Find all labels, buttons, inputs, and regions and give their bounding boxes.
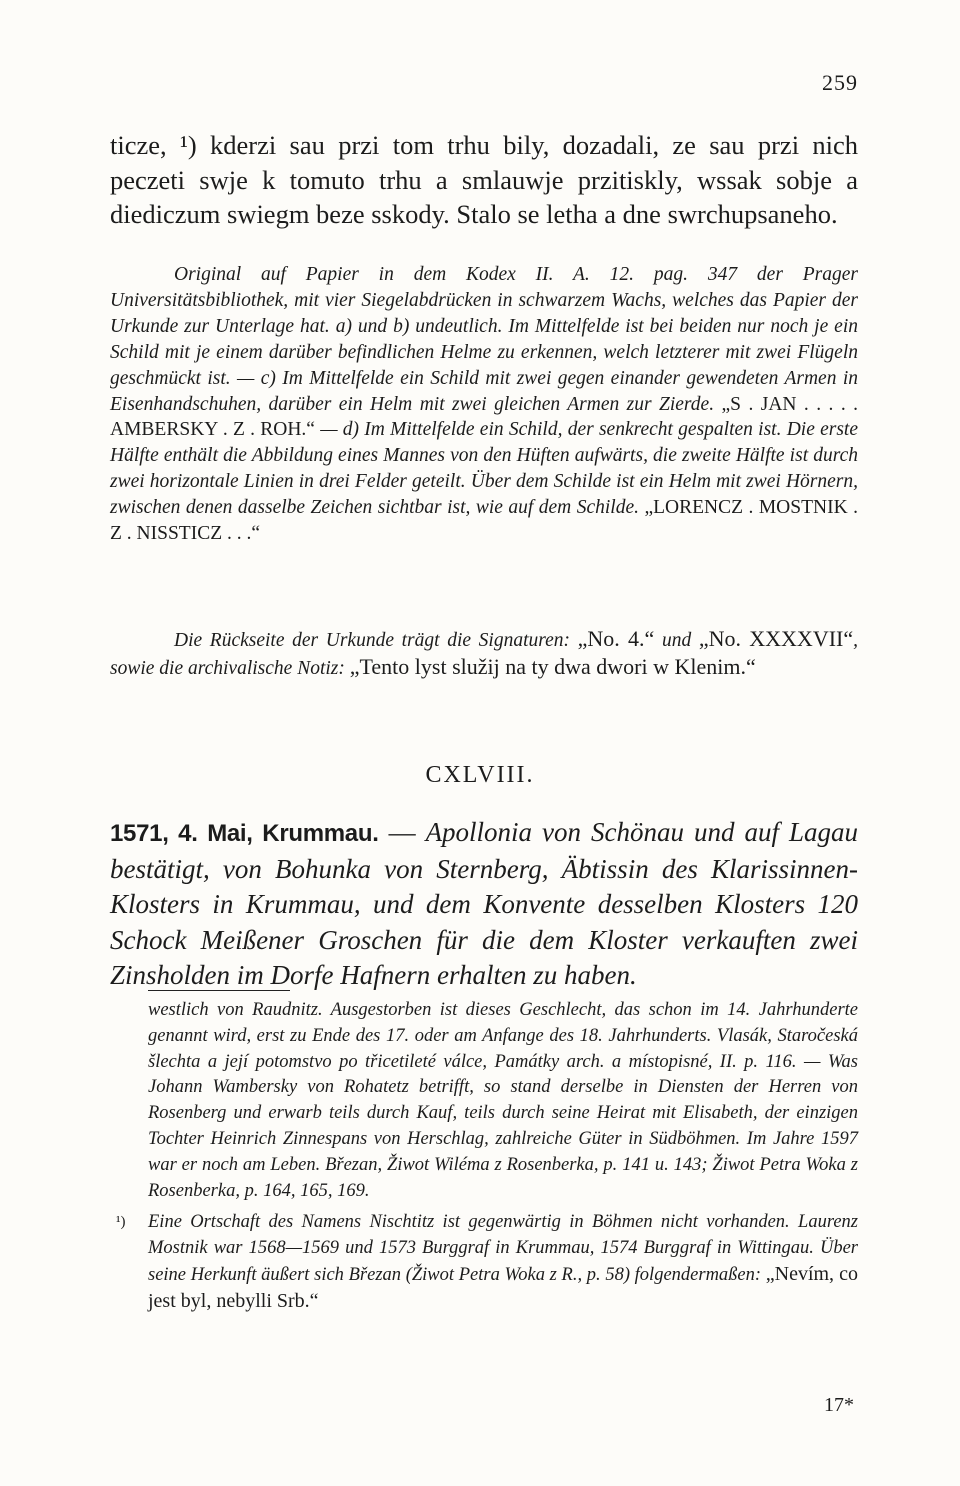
document-date: 1571, 4. Mai, Krummau. [110,820,379,847]
signatures-and: und [654,630,699,651]
footnotes [116,998,858,1316]
footnote-1-mark: ¹) [116,1214,126,1231]
seal-legend-c: „S . JAN . . . . . AMBERSKY . Z . ROH.“ [110,393,858,441]
signatures-paragraph [110,626,858,682]
charter-text [110,128,858,232]
archival-notiz: „Tento lyst služij na ty dwa dwori w Klenim.“ [349,654,756,679]
signature-no4: „No. 4.“ [577,626,655,651]
archival-note [110,262,858,547]
footnote-continued: westlich von Raudnitz. Ausgestorben ist dieses Geschlecht, das schon im 14. Jahrhunderte genannt wird, erst zu Ende des 17. oder am Anfange des 18. Jahrhunderts. Vlasák, Staročeská šlechta a její potomstvo po třicetileté válce, Památky arch. a místopisné, II. p. 116. — Was Johann Wambersky von Rohatetz betrifft, so stand derselbe in Diensten der Herren von Rosenberg und erwarb teils durch Kauf, teils durch seine Heirat mit Elisabeth, der einzigen Tochter Heinrich Zinnespans von Herschlag, zahlreiche Güter in Südböhmen. Im Jahre 1597 war er noch am Leben. Březan, Žiwot Wiléma z Rosenberka, p. 141 u. 143; Žiwot Petra Woka z Rosenberka, p. 164, 165, 169. [148,1000,858,1201]
footnote-rule [148,990,290,991]
regest-dash: — [378,817,426,847]
document-regest [110,815,858,994]
seal-legend-d: „LORENCZ . MOSTNIK . Z . NISSTICZ . . .“ [110,497,858,545]
footnote-1-quote: „Nevím, co jest byl, nebylli Srb.“ [148,1262,858,1312]
charter-paragraph: ticze, ¹) kderzi sau przi tom trhu bily, dozadali, ze sau przi nich peczeti swje k tomuto trhu a smlauwje przitiskly, wssak sobje a diediczum swiegm beze sskody. Stalo se letha a dne swrchupsaneho. [110,130,858,229]
seal-description-part1: Original auf Papier in dem Kodex II. A. 12. pag. 347 der Prager Universitätsbibliothek, mit vier Siegelabdrücken in schwarzem Wachs, welches das Papier der Urkunde zur Unterlage hat. a) und b) undeutlich. Im Mittelfelde ist bei beiden nur noch je ein Schild mit je einem darüber befindlichen Helme zu erkennen, welch letzterer mit zwei Flügeln geschmückt ist. — c) Im Mittelfelde ein Schild mit zwei gegen einander gewendeten Armen in Eisenhandschuhen, darüber ein Helm mit zwei gleichen Armen zur Zierde. [110,264,858,415]
signatures-notiz-intro: , sowie die archivalische Notiz: [110,630,859,679]
footnote-1-text: Eine Ortschaft des Namens Nischtitz ist gegenwärtig in Böhmen nicht vorhanden. Laurenz Mostnik war 1568—1569 und 1573 Burggraf in Krummau, 1574 Burggraf in Wittingau. Über seine Herkunft äußert sich Březan (Žiwot Petra Woka z R., p. 58) folgendermaßen: [148,1212,858,1285]
document-number: CXLVIII. [425,762,535,788]
sheet-signature: 17* [824,1394,854,1416]
footnote-1 [116,1210,858,1315]
seal-description-part2: — d) Im Mittelfelde ein Schild, der senkrecht gespalten ist. Die erste Hälfte enthält die Abbildung eines Mannes von den Hüften aufwärts, die zweite Hälfte ist durch zwei horizontale Linien in drei Felder geteilt. Über dem Schilde ist ein Helm mit zwei Hörnern, zwischen denen dasselbe Zeichen sichtbar ist, wie auf dem Schilde. [110,419,859,519]
page-number: 259 [822,70,858,95]
dorsal-signatures [110,626,858,682]
signature-no47: „No. XXXXVII“ [698,626,854,651]
signatures-intro: Die Rückseite der Urkunde trägt die Signaturen: [174,630,578,651]
regest-text: Apollonia von Schönau und auf Lagau bestätigt, von Bohunka von Sternberg, Äbtissin des Klarissinnen-Klosters in Krummau, und dem Konvente desselben Klosters 120 Schock Meißener Groschen für die dem Kloster verkauften zwei Zinsholden im Dorfe Hafnern erhalten zu haben. [110,817,859,990]
seal-description [110,262,858,547]
